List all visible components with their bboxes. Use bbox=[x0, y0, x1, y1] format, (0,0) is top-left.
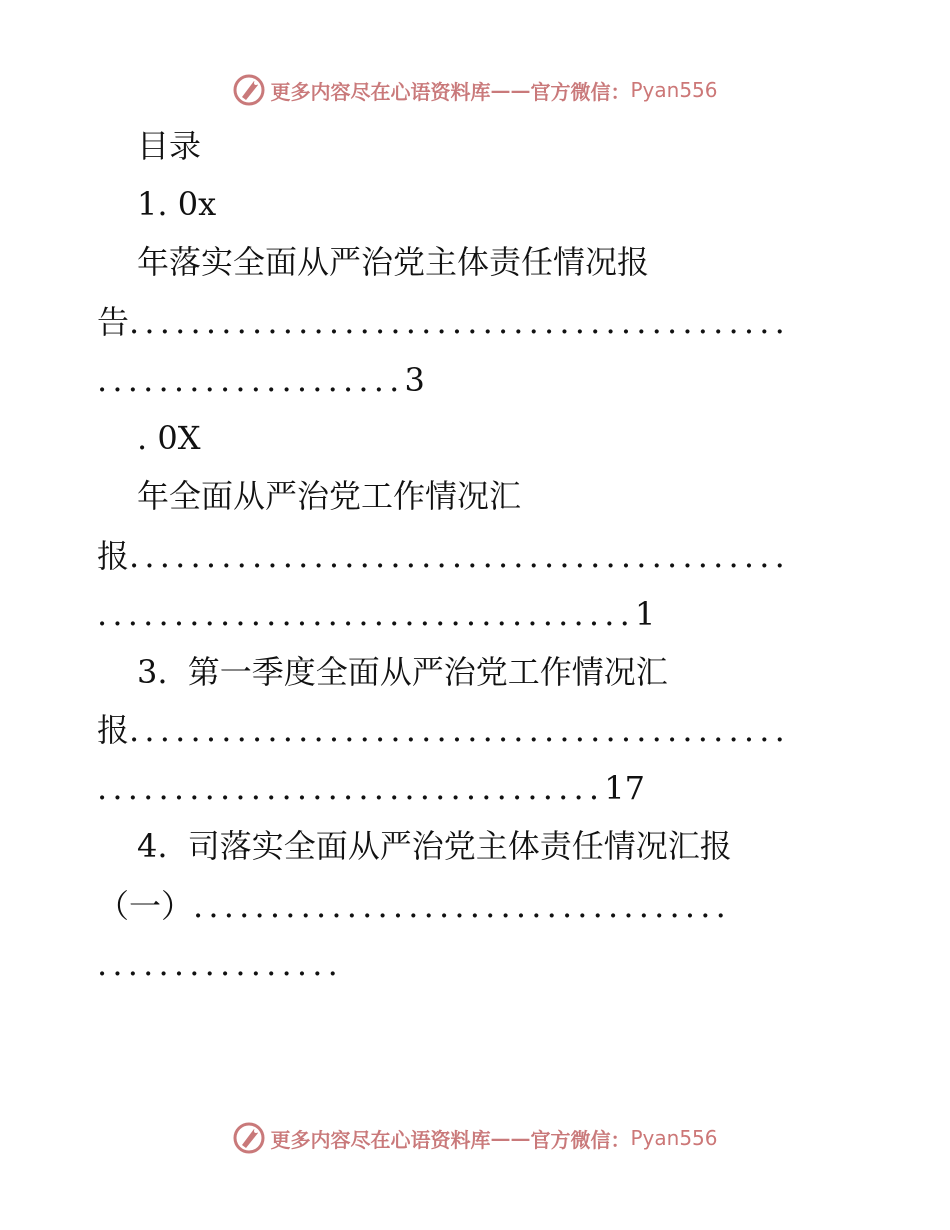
toc-entry-3-number: 3. bbox=[137, 653, 168, 691]
toc-entry-4-title-cont: （一）................................... bbox=[97, 887, 732, 925]
banner-dash: —— bbox=[490, 78, 531, 102]
toc-entry-1-title: 年落实全面从严治党主体责任情况报 bbox=[137, 243, 650, 281]
footer-watermark-banner bbox=[0, 1118, 950, 1158]
dot-leader: ................................. bbox=[97, 769, 605, 807]
toc-entry-3-title: 第一季度全面从严治党工作情况汇 bbox=[187, 653, 668, 691]
toc-entry-2-title-cont: 报........................................... bbox=[97, 537, 791, 575]
dot-leader: ........................................... bbox=[129, 537, 791, 575]
toc-entry-1-number: 1. 0x bbox=[137, 185, 217, 223]
toc-title: 目录 bbox=[137, 127, 202, 165]
dot-leader: ........................................... bbox=[129, 303, 791, 341]
dot-leader: ........................................... bbox=[129, 711, 791, 749]
toc-entry-1-page-line bbox=[97, 360, 425, 400]
toc-entry-4-title: 司落实全面从严治党主体责任情况汇报 bbox=[187, 827, 732, 865]
pen-logo-icon bbox=[232, 1121, 266, 1155]
banner-wechat-label: 官方微信： bbox=[530, 79, 631, 104]
dot-leader: ................................... bbox=[193, 887, 732, 925]
banner-wechat-id: Pyan556 bbox=[630, 78, 718, 102]
banner-text: 更多内容尽在心语资料库 bbox=[270, 79, 491, 104]
banner-dash: —— bbox=[490, 1126, 531, 1150]
toc-entry-3-heading bbox=[137, 652, 668, 692]
header-watermark-banner bbox=[0, 70, 950, 110]
toc-entry-4-number: 4. bbox=[137, 827, 168, 865]
toc-entry-4-page-line bbox=[97, 944, 343, 984]
dot-leader: ................................... bbox=[97, 595, 636, 633]
toc-entry-2-title: 年全面从严治党工作情况汇 bbox=[137, 477, 522, 515]
toc-entry-3-page-line bbox=[97, 768, 645, 808]
dot-leader: .................... bbox=[97, 361, 405, 399]
dot-leader: ................ bbox=[97, 945, 343, 983]
banner-wechat-id: Pyan556 bbox=[630, 1126, 718, 1150]
toc-entry-2-number: . 0X bbox=[137, 419, 201, 457]
toc-entry-3-title-cont: 报........................................... bbox=[97, 711, 791, 749]
pen-logo-icon bbox=[232, 73, 266, 107]
toc-entry-1-page: 3 bbox=[404, 361, 425, 399]
toc-entry-3-page: 17 bbox=[604, 769, 645, 807]
toc-entry-4-heading bbox=[137, 826, 732, 866]
toc-entry-2-page-line bbox=[97, 594, 655, 634]
banner-wechat-label: 官方微信： bbox=[530, 1127, 631, 1152]
toc-entry-2-page: 1 bbox=[635, 595, 656, 633]
banner-text: 更多内容尽在心语资料库 bbox=[270, 1127, 491, 1152]
toc-entry-1-title-cont: 告........................................... bbox=[97, 303, 791, 341]
